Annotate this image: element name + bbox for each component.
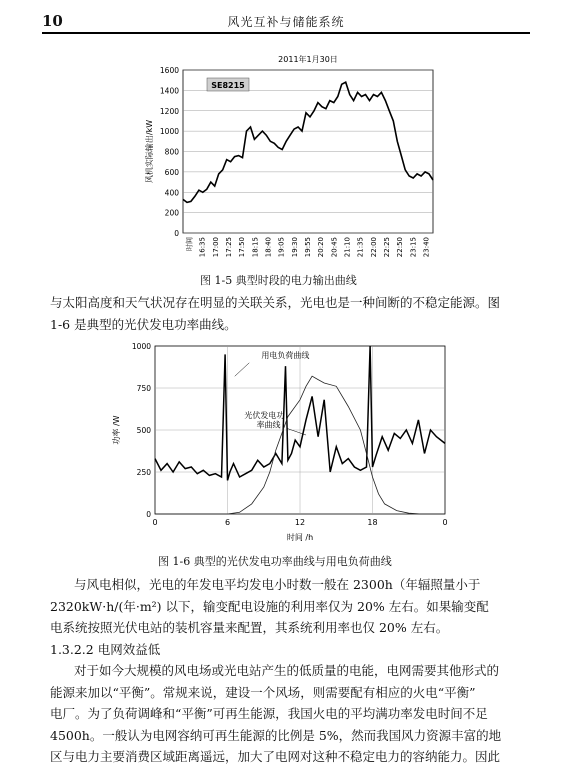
paragraph-1 — [50, 292, 520, 335]
x-tick-label: 21:10 — [343, 237, 352, 258]
text-line: 区与电力主要消费区域距离遥远，加大了电网对这种不稳定电力的容纳能力。因此 — [50, 749, 501, 764]
wind-output-series — [183, 82, 433, 202]
y-tick-label: 1000 — [159, 127, 179, 137]
page-number: 10 — [42, 12, 63, 30]
x-tick-label: 21:35 — [356, 237, 365, 258]
y-tick-label: 600 — [164, 167, 179, 177]
annotation-pv-line1: 光伏发电功 — [244, 411, 285, 421]
y-axis-label: 风机实际输出/kW — [145, 119, 154, 184]
y-tick-label: 400 — [164, 188, 179, 198]
label-box-text: SE8215 — [211, 81, 245, 90]
y-tick-label: 1200 — [159, 106, 179, 116]
x-tick-label: 12 — [294, 518, 306, 527]
x-tick-label: 6 — [224, 518, 231, 527]
x-tick-label: 17:00 — [211, 237, 220, 258]
y-tick-label: 500 — [136, 426, 151, 435]
x-tick-label: 23:40 — [422, 237, 431, 258]
y-tick-label: 0 — [174, 229, 179, 238]
text-line: 对于如今大规模的风电场或光电站产生的低质量的电能，电网需要其他形式的 — [74, 663, 500, 678]
text-line: 电系统按照光伏电站的装机容量来配置，其系统利用率也仅 20% 左右。 — [50, 620, 449, 635]
x-tick-label: 18 — [367, 518, 378, 527]
text-line: 与风电相似，光电的年发电平均发电小时数一般在 2300h（年辐照量小于 — [74, 577, 481, 592]
annotation-pv-line2: 率曲线 — [256, 420, 281, 430]
y-tick-label: 1000 — [131, 342, 151, 351]
x-tick-label: 22:50 — [396, 237, 405, 258]
text-line: 与太阳高度和天气状况存在明显的关联关系，光电也是一种间断的不稳定能源。图 — [50, 295, 501, 310]
x-tick-label: 19:55 — [304, 237, 312, 258]
x-tick-label: 17:50 — [238, 237, 247, 258]
text-line: 1-6 是典型的光伏发电功率曲线。 — [50, 316, 237, 332]
text-line: 能源来加以“平衡”。常规来说，建设一个风场，则需要配有相应的火电“平衡” — [50, 684, 476, 700]
x-tick-label: 16:35 — [198, 237, 207, 258]
x-tick-label: 23:15 — [409, 237, 418, 258]
y-tick-label: 1400 — [159, 86, 179, 96]
wind-output-chart — [138, 50, 468, 268]
y-axis-label: 功率 /W — [112, 415, 121, 445]
text-line: 2320kW·h/(年·m²) 以下，输变配电设施的利用率仅为 20% 左右。如果输变配 — [50, 598, 489, 614]
x-tick-label: 17:25 — [225, 237, 234, 258]
annotation-load: 用电负荷曲线 — [261, 350, 310, 360]
x-tick-label: 19:30 — [290, 237, 299, 258]
x-tick-label: 22:00 — [369, 237, 378, 258]
text-line: 电厂。为了负荷调峰和“平衡”可再生能源，我国火电的平均满功率发电时间不足 — [50, 706, 488, 721]
annotation-leader — [235, 363, 250, 376]
y-tick-label: 1600 — [159, 66, 179, 75]
x-tick-label: 时间 — [185, 237, 194, 251]
figure-1-5-caption: 图 1-5 典型时段的电力输出曲线 — [200, 274, 357, 287]
y-tick-label: 750 — [136, 384, 151, 393]
x-tick-label: 20:20 — [317, 237, 326, 258]
x-tick-label: 19:05 — [277, 237, 286, 258]
paragraph-2 — [50, 574, 520, 768]
figure-1-6-caption: 图 1-6 典型的光伏发电功率曲线与用电负荷曲线 — [158, 555, 392, 568]
section-heading: 1.3.2.2 电网效益低 — [50, 641, 161, 657]
x-tick-label: 0 — [442, 518, 448, 527]
x-tick-label: 20:45 — [330, 237, 339, 258]
page-header — [42, 10, 530, 34]
y-tick-label: 200 — [164, 208, 179, 218]
x-axis-label: 时间 /h — [286, 533, 314, 542]
y-tick-label: 0 — [146, 510, 151, 519]
x-tick-label: 22:25 — [382, 237, 391, 258]
x-tick-label: 0 — [152, 518, 158, 527]
chart-title: 2011年1月30日 — [278, 55, 338, 64]
text-line: 4500h。一般认为电网容纳可再生能源的比例是 5%，然而我国风力资源丰富的地 — [50, 727, 502, 743]
x-tick-label: 18:40 — [264, 237, 273, 258]
y-tick-label: 800 — [164, 147, 179, 157]
book-title: 风光互补与储能系统 — [227, 15, 345, 29]
y-tick-label: 250 — [136, 468, 151, 477]
x-tick-label: 18:15 — [251, 237, 260, 258]
pv-load-chart — [105, 340, 460, 548]
